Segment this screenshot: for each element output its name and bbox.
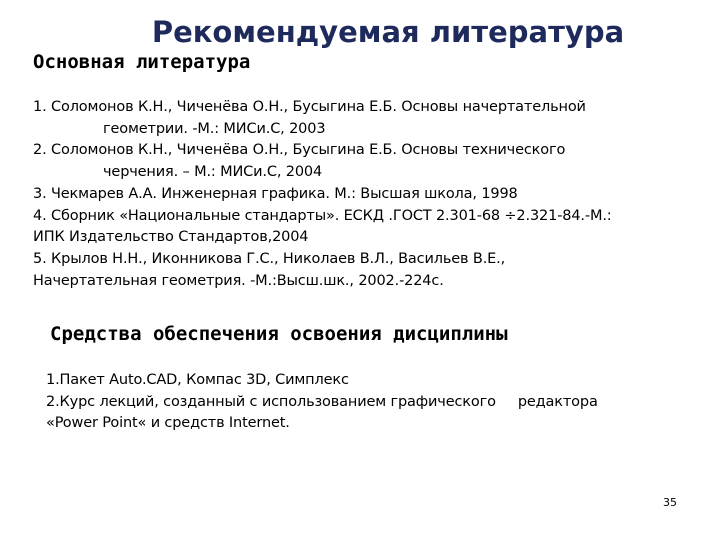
reference-line: Начертательная геометрия. -М.:Высш.шк., 2002.-224с. [33,272,444,289]
reference-line: 4. Сборник «Национальные стандарты». ЕСКД .ГОСТ 2.301-68 ÷2.321-84.-М.: [33,207,612,224]
means-line-part: 2.Курс лекций, созданный с использованием графического [46,393,496,410]
reference-line: 2. Соломонов К.Н., Чиченёва О.Н., Бусыгина Е.Б. Основы технического [33,142,566,159]
main-literature-list [33,97,703,292]
reference-line: геометрии. -М.: МИСи.С, 2003 [103,120,326,137]
page-number: 35 [663,496,677,509]
reference-line: ИПК Издательство Стандартов,2004 [33,229,309,246]
learning-means-list [46,370,686,435]
reference-line: 5. Крылов Н.Н., Иконникова Г.С., Николаев В.Л., Васильев В.Е., [33,250,506,267]
means-line-part: редактора [517,393,598,410]
main-literature-heading: Основная литература [33,51,251,73]
reference-line: черчения. – М.: МИСи.С, 2004 [103,164,323,181]
means-line: «Power Point« и средств Internet. [46,415,290,431]
learning-means-heading: Средства обеспечения освоения дисциплины [50,323,508,345]
reference-line: 3. Чекмарев А.А. Инженерная графика. М.: Высшая школа, 1998 [33,185,518,202]
slide-title: Рекомендуемая литература [151,15,625,49]
reference-line: 1. Соломонов К.Н., Чиченёва О.Н., Бусыгина Е.Б. Основы начертательной [33,99,586,115]
means-line [46,392,686,414]
means-line: 1.Пакет Auto.CAD, Компас 3D, Симплекс [46,372,349,388]
